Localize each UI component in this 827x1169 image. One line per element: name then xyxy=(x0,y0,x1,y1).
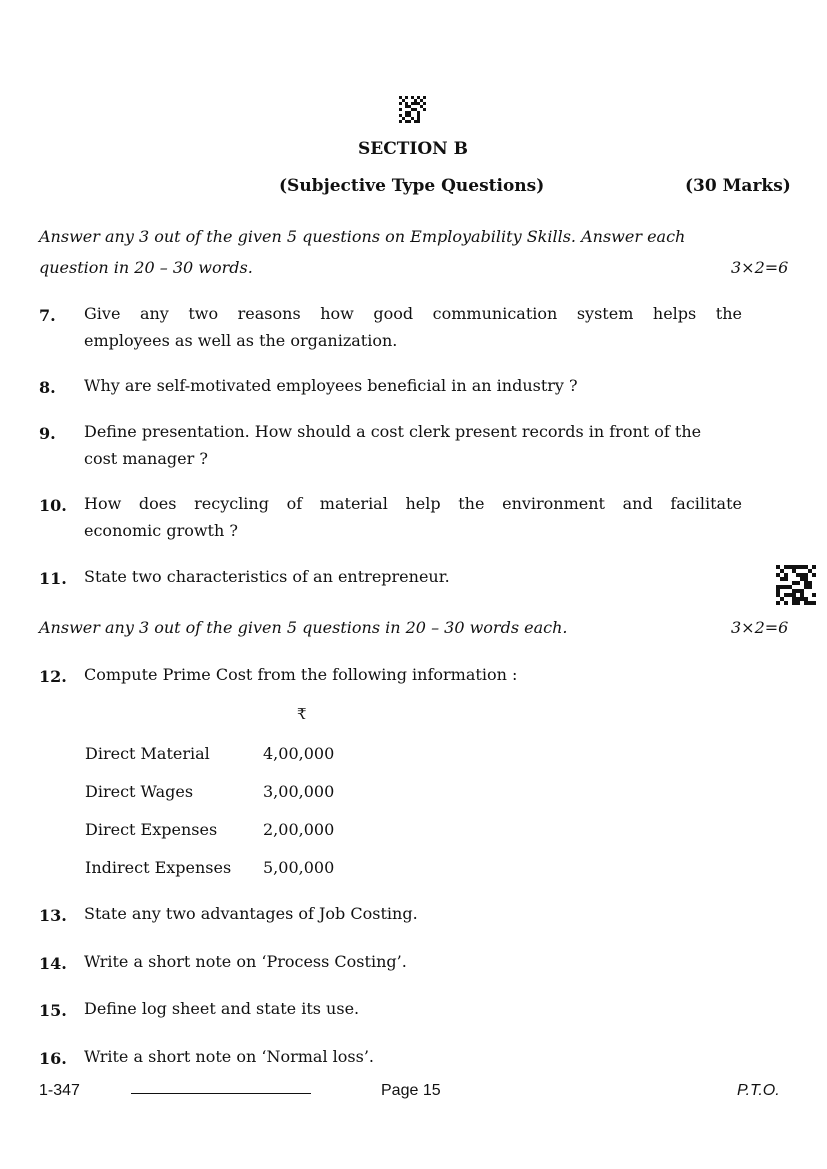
question-number: 7. xyxy=(39,306,56,325)
question-number: 9. xyxy=(39,424,56,443)
question-text xyxy=(84,661,742,688)
footer-divider xyxy=(131,1093,311,1094)
question-number: 16. xyxy=(39,1049,67,1068)
question-text xyxy=(84,490,742,544)
question-number: 8. xyxy=(39,378,56,397)
question-text xyxy=(84,300,742,354)
question-number: 13. xyxy=(39,906,67,925)
section-subtitle: (Subjective Type Questions) xyxy=(279,176,545,196)
paper-code: 1-347 xyxy=(39,1082,80,1099)
question-line: cost manager ? xyxy=(84,449,208,468)
currency-symbol: ₹ xyxy=(297,705,307,723)
cost-label: Direct Expenses xyxy=(85,820,218,839)
section-title: SECTION B xyxy=(358,139,469,159)
pto-note: P.T.O. xyxy=(737,1082,780,1099)
question-line: State any two advantages of Job Costing. xyxy=(84,904,418,923)
qr-code-icon xyxy=(399,96,426,123)
instruction-marks: 3×2=6 xyxy=(731,618,789,637)
question-line: employees as well as the organization. xyxy=(84,331,398,350)
question-line: economic growth ? xyxy=(84,521,238,540)
question-number: 15. xyxy=(39,1001,67,1020)
question-number: 11. xyxy=(39,569,67,588)
cost-label: Indirect Expenses xyxy=(85,858,232,877)
question-text xyxy=(84,1043,742,1070)
question-number: 10. xyxy=(39,496,67,515)
cost-value: 4,00,000 xyxy=(263,744,335,763)
cost-value: 5,00,000 xyxy=(263,858,335,877)
question-text xyxy=(84,563,742,590)
cost-label: Direct Material xyxy=(85,744,210,763)
question-text xyxy=(84,948,742,975)
cost-value: 2,00,000 xyxy=(263,820,335,839)
question-number: 14. xyxy=(39,954,67,973)
cost-value: 3,00,000 xyxy=(263,782,335,801)
page-number: Page 15 xyxy=(381,1082,441,1099)
instruction-line: question in 20 – 30 words. xyxy=(39,258,253,277)
question-line: Why are self-motivated employees beneficial in an industry ? xyxy=(84,376,578,395)
question-number: 12. xyxy=(39,667,67,686)
section-marks: (30 Marks) xyxy=(685,176,791,196)
instruction-line: Answer any 3 out of the given 5 questions in 20 – 30 words each. xyxy=(39,618,568,637)
instruction-line: Answer any 3 out of the given 5 questions on Employability Skills. Answer each xyxy=(39,227,686,246)
instruction-marks: 3×2=6 xyxy=(731,258,789,277)
qr-code-icon xyxy=(776,565,816,605)
question-line: Write a short note on ‘Normal loss’. xyxy=(84,1047,374,1066)
question-line: Define log sheet and state its use. xyxy=(84,999,360,1018)
question-line: Give any two reasons how good communication system helps the xyxy=(84,304,742,323)
question-text xyxy=(84,418,742,472)
question-text xyxy=(84,995,742,1022)
question-text xyxy=(84,372,742,399)
question-line: How does recycling of material help the environment and facilitate xyxy=(84,494,742,513)
question-text xyxy=(84,900,742,927)
question-line: Define presentation. How should a cost clerk present records in front of the xyxy=(84,422,702,441)
question-line: State two characteristics of an entrepreneur. xyxy=(84,567,450,586)
cost-label: Direct Wages xyxy=(85,782,194,801)
question-line: Write a short note on ‘Process Costing’. xyxy=(84,952,407,971)
question-line: Compute Prime Cost from the following information : xyxy=(84,665,518,684)
